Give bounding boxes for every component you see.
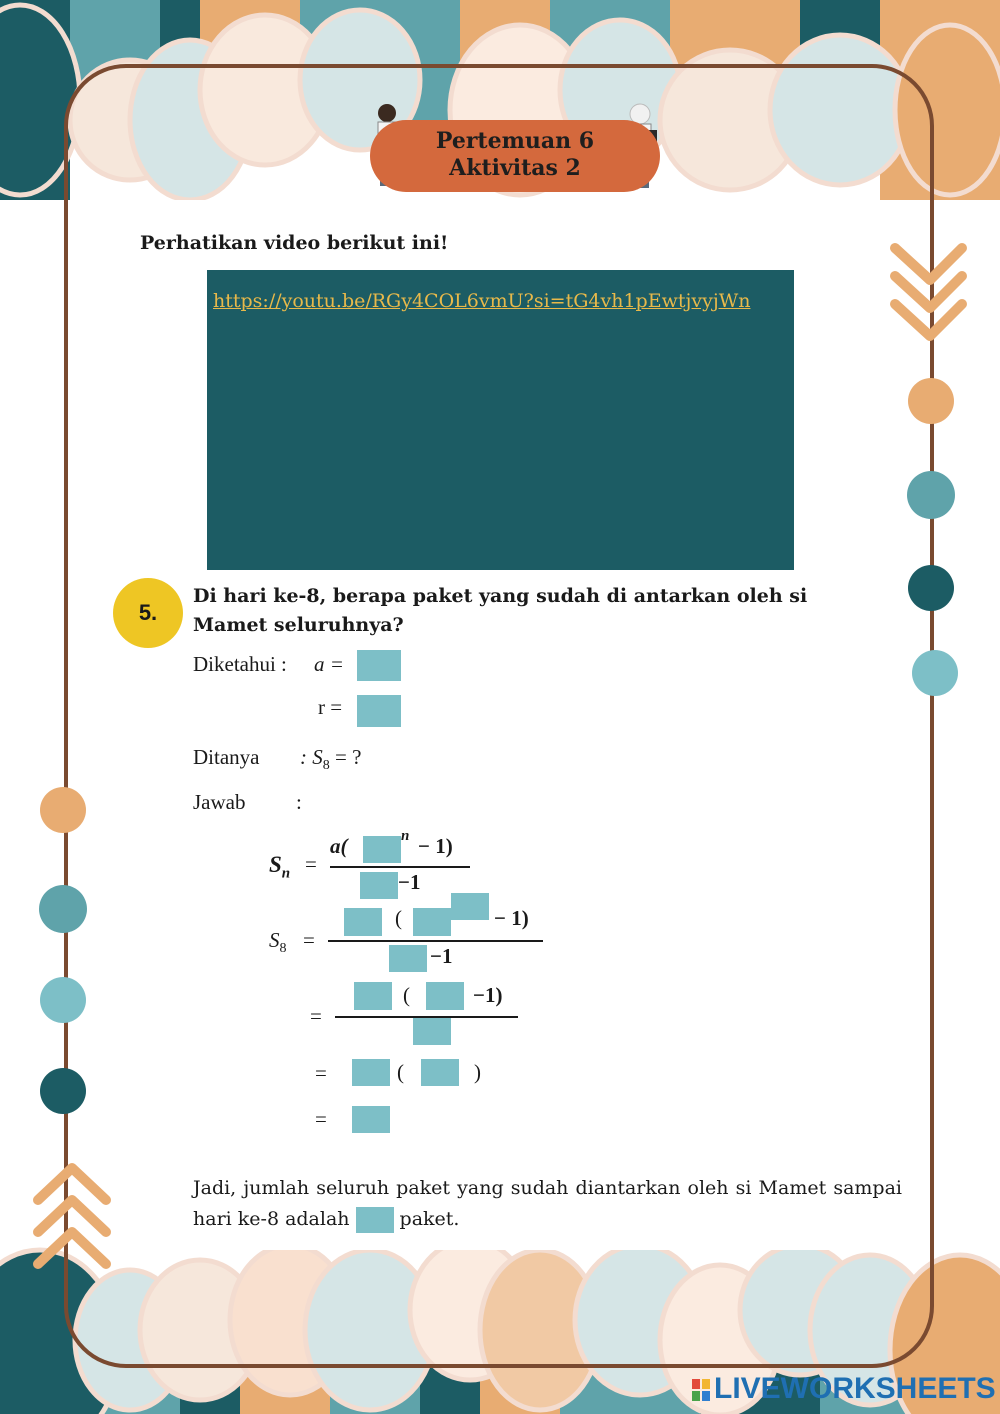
- activity-label: Aktivitas 2: [449, 155, 581, 181]
- step4-box-a[interactable]: [352, 1059, 390, 1086]
- step3-box-power[interactable]: [426, 982, 464, 1010]
- step5-equals: =: [315, 1107, 327, 1131]
- s8-box-a[interactable]: [344, 908, 382, 936]
- answer-box-r[interactable]: [357, 695, 401, 727]
- s8-open-paren: (: [395, 906, 402, 930]
- s8-box-r[interactable]: [413, 908, 451, 936]
- step3-box-denominator[interactable]: [413, 1018, 451, 1045]
- question-number-badge: 5.: [113, 578, 183, 648]
- step4-open-paren: (: [397, 1060, 404, 1084]
- sn-equals: =: [305, 852, 317, 876]
- step5-box-result[interactable]: [352, 1106, 390, 1133]
- formula-denominator-tail: −1: [398, 870, 421, 894]
- video-link[interactable]: https://youtu.be/RGy4COL6vmU?si=tG4vh1pEwtjvyjWn: [213, 290, 751, 312]
- formula-box-r-denominator[interactable]: [360, 872, 398, 899]
- formula-numerator-a: a(: [330, 834, 348, 858]
- s8-equals: =: [303, 928, 315, 952]
- asked-label: Ditanya: [193, 745, 260, 769]
- step3-equals: =: [310, 1004, 322, 1028]
- activity-title-badge: [370, 120, 660, 192]
- formula-box-r-numerator[interactable]: [363, 836, 401, 863]
- asked-value: : $S_8$ = ?: [300, 745, 362, 774]
- step3-box-a[interactable]: [354, 982, 392, 1010]
- s8-numerator-tail: − 1): [494, 906, 529, 930]
- video-embed[interactable]: [207, 270, 794, 570]
- step4-box-inner[interactable]: [421, 1059, 459, 1086]
- liveworksheets-brand: LIVEWORKSHEETS: [692, 1372, 996, 1406]
- sn-symbol: $S_n$: [269, 852, 291, 882]
- step3-numerator-tail: −1): [473, 983, 503, 1007]
- answer-label: Jawab: [193, 790, 246, 814]
- step3-open-paren: (: [403, 983, 410, 1007]
- s8-denominator-tail: −1: [430, 944, 453, 968]
- answer-colon: :: [296, 790, 302, 814]
- formula-fraction-line: [330, 866, 470, 868]
- conclusion-answer-box[interactable]: [356, 1207, 394, 1233]
- known-label: Diketahui :: [193, 652, 287, 676]
- a-equals: a =: [314, 652, 344, 676]
- s8-symbol: $S_8$: [269, 928, 287, 957]
- s8-box-exponent[interactable]: [451, 893, 489, 920]
- step4-equals: =: [315, 1061, 327, 1085]
- liveworksheets-logo-icon: [692, 1379, 710, 1401]
- formula-numerator-tail: − 1): [418, 834, 453, 858]
- r-equals: r =: [318, 695, 343, 719]
- instruction-heading: Perhatikan video berikut ini!: [140, 232, 449, 254]
- step4-close-paren: ): [474, 1060, 481, 1084]
- meeting-label: Pertemuan 6: [435, 128, 595, 154]
- s8-fraction-line: [328, 940, 543, 942]
- answer-box-a[interactable]: [357, 650, 401, 681]
- question-text: Di hari ke-8, berapa paket yang sudah di antarkan oleh si Mamet seluruhnya?: [193, 585, 808, 636]
- s8-box-denominator[interactable]: [389, 945, 427, 972]
- conclusion-text: Jadi, jumlah seluruh paket yang sudah diantarkan oleh si Mamet sampai hari ke-8 adalah paket.: [193, 1173, 902, 1235]
- formula-exponent-n: n: [401, 828, 410, 844]
